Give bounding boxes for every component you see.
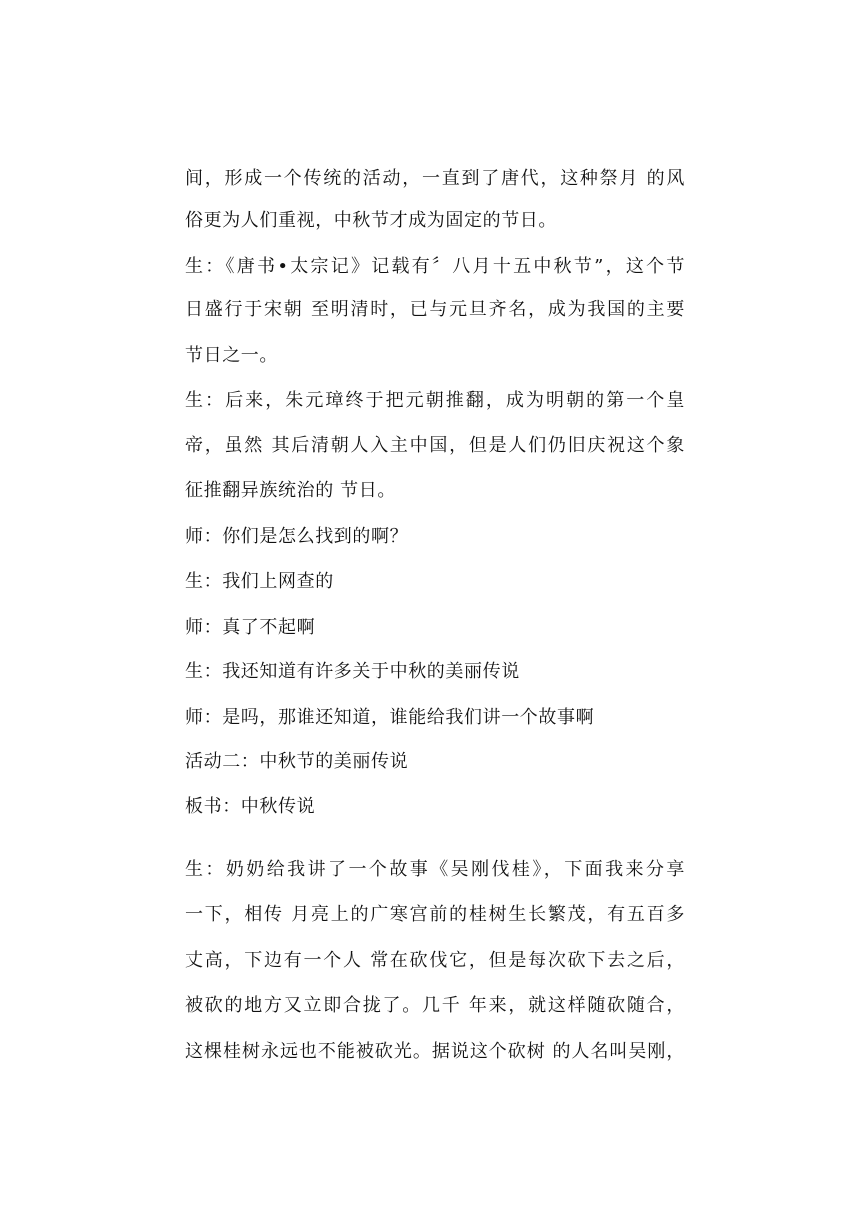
text-line: 日盛行于宋朝 至明清时，已与元旦齐名，成为我国的主要 bbox=[185, 299, 685, 320]
text-line: 丈高，下边有一个人 常在砍伐它，但是每次砍下去之后， bbox=[185, 950, 685, 971]
text-line: 俗更为人们重视，中秋节才成为固定的节日。 bbox=[185, 210, 557, 231]
text-line: 生：后来，朱元璋终于把元朝推翻，成为明朝的第一个皇 bbox=[185, 390, 685, 411]
text-line: 节日之一。 bbox=[185, 345, 278, 366]
text-line: 被砍的地方又立即合拢了。几千 年来，就这样随砍随合， bbox=[185, 995, 685, 1016]
text-line: 征推翻异族统治的 节日。 bbox=[185, 480, 396, 501]
section-heading: 活动二：中秋节的美丽传说 bbox=[185, 751, 409, 772]
text-line: 生：我还知道有许多关于中秋的美丽传说 bbox=[185, 661, 520, 682]
text-line: 师：你们是怎么找到的啊？ bbox=[185, 526, 409, 547]
text-line: 生：《唐书•太宗记》记载有〞八月十五中秋节”，这个节 bbox=[185, 256, 685, 277]
text-line: 这棵桂树永远也不能被砍光。据说这个砍树 的人名叫吴刚， bbox=[185, 1041, 685, 1062]
text-line: 师：真了不起啊 bbox=[185, 617, 316, 638]
board-note: 板书：中秋传说 bbox=[185, 796, 316, 817]
text-line: 生：奶奶给我讲了一个故事《吴刚伐桂》，下面我来分享 bbox=[185, 859, 685, 880]
text-line: 帝，虽然 其后清朝人入主中国，但是人们仍旧庆祝这个象 bbox=[185, 435, 685, 456]
text-line: 间，形成一个传统的活动，一直到了唐代，这种祭月 的风 bbox=[185, 168, 685, 189]
text-line: 师：是吗，那谁还知道，谁能给我们讲一个故事啊 bbox=[185, 707, 595, 728]
text-line: 生：我们上网查的 bbox=[185, 571, 334, 592]
text-line: 一下，相传 月亮上的广寒宫前的桂树生长繁茂，有五百多 bbox=[185, 904, 685, 925]
